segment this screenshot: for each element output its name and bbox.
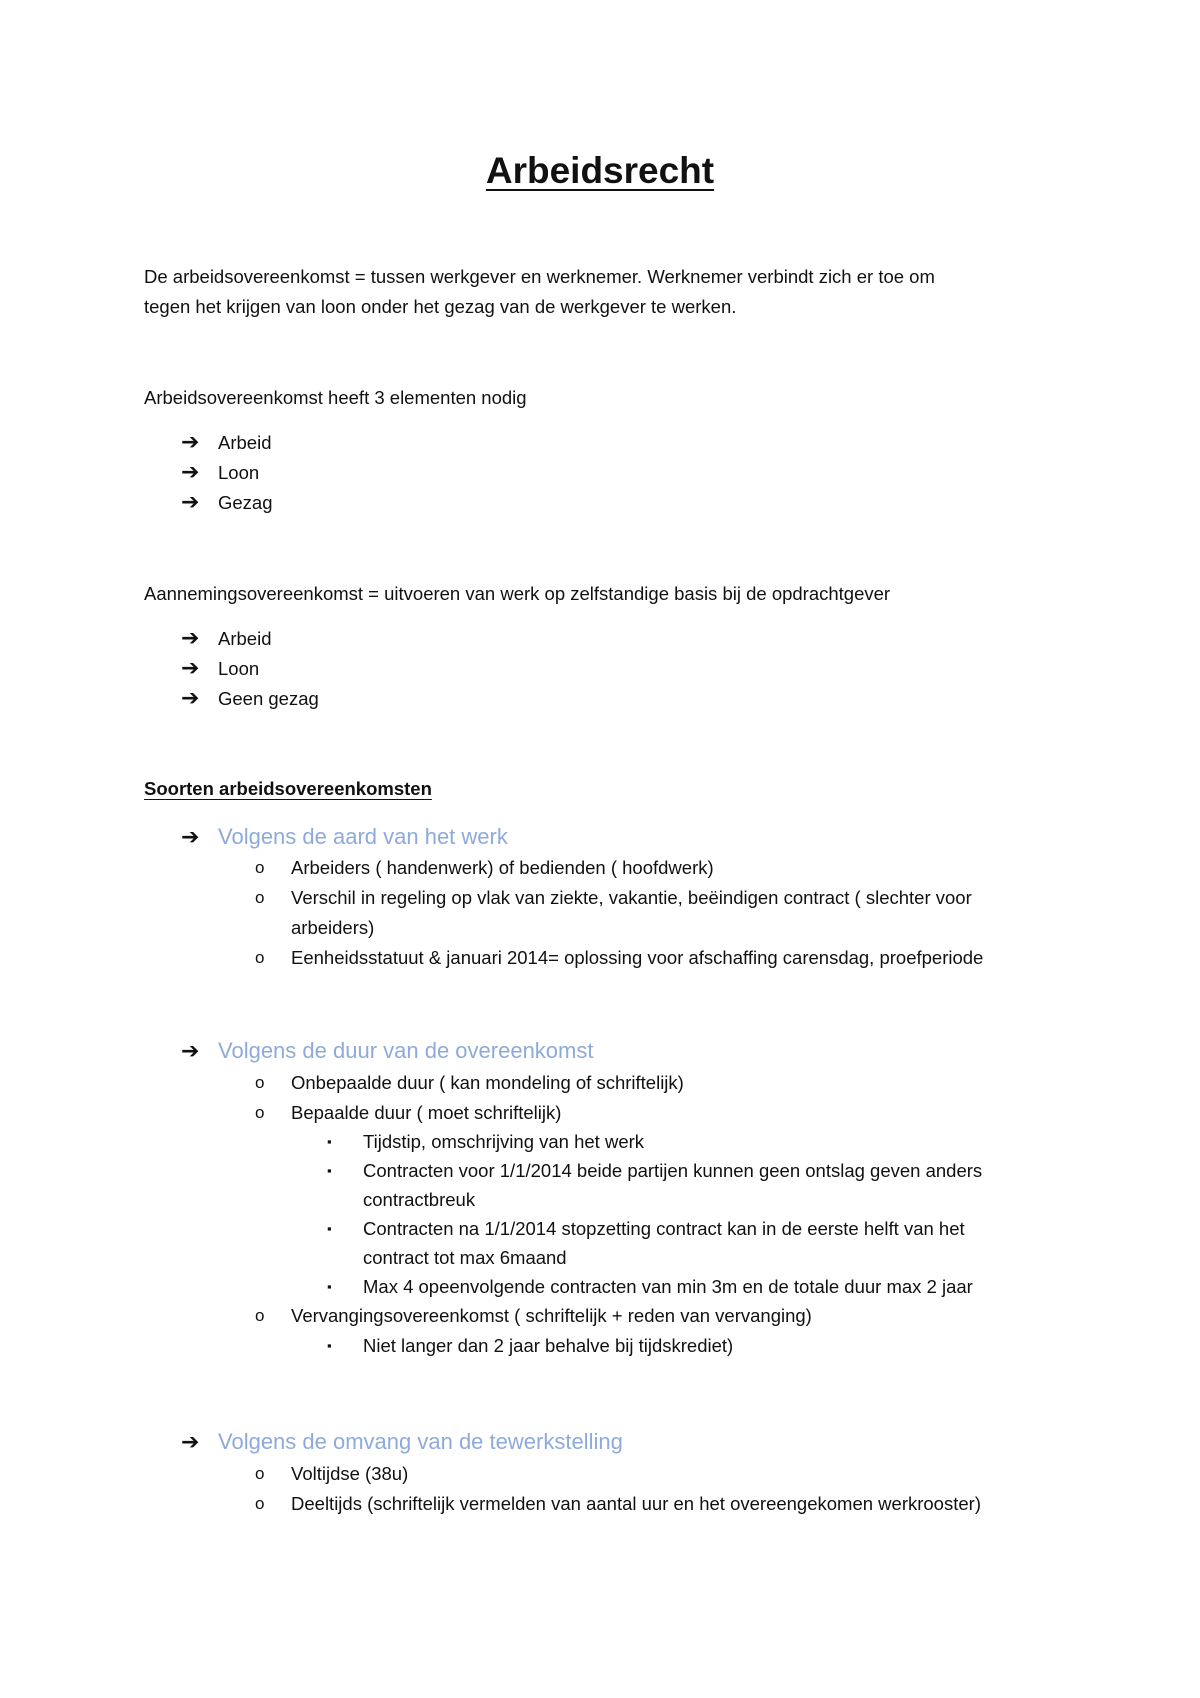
arrow-icon: ➔ xyxy=(181,429,200,454)
arrow-icon: ➔ xyxy=(181,1429,200,1454)
list-item-continuation: contractbreuk xyxy=(363,1189,476,1210)
list-item: Voltijdse (38u) xyxy=(291,1463,409,1484)
arrow-icon: ➔ xyxy=(181,655,200,680)
bullet-icon: o xyxy=(255,1103,265,1122)
list-item: Onbepaalde duur ( kan mondeling of schriftelijk) xyxy=(291,1072,684,1093)
bullet-icon: o xyxy=(255,1494,265,1513)
arrow-icon: ➔ xyxy=(181,824,200,849)
list-item: Geen gezag xyxy=(218,688,319,709)
aannemingsovereenkomst-lead: Aannemingsovereenkomst = uitvoeren van werk op zelfstandige basis bij de opdrachtgever xyxy=(144,583,891,604)
intro-line-1: De arbeidsovereenkomst = tussen werkgever en werknemer. Werknemer verbindt zich er toe om xyxy=(144,266,935,287)
list-item: Niet langer dan 2 jaar behalve bij tijdskrediet) xyxy=(363,1335,734,1356)
bullet-icon: o xyxy=(255,858,265,877)
list-item: Arbeiders ( handenwerk) of bedienden ( hoofdwerk) xyxy=(291,857,714,878)
section-heading: Soorten arbeidsovereenkomsten xyxy=(144,778,432,799)
square-bullet-icon: ▪ xyxy=(327,1221,332,1236)
arrow-icon: ➔ xyxy=(181,1038,200,1063)
list-item: Vervangingsovereenkomst ( schriftelijk + reden van vervanging) xyxy=(291,1305,812,1326)
subsection-heading-aard: Volgens de aard van het werk xyxy=(218,824,508,849)
square-bullet-icon: ▪ xyxy=(327,1338,332,1353)
list-item: Max 4 opeenvolgende contracten van min 3m en de totale duur max 2 jaar xyxy=(363,1276,973,1297)
arrow-icon: ➔ xyxy=(181,625,200,650)
list-item: Arbeid xyxy=(218,432,272,453)
list-item: Loon xyxy=(218,462,260,483)
list-item: Gezag xyxy=(218,492,273,513)
list-item: Arbeid xyxy=(218,628,272,649)
arbeidsovereenkomst-lead: Arbeidsovereenkomst heeft 3 elementen nodig xyxy=(144,387,527,408)
arrow-icon: ➔ xyxy=(181,459,200,484)
square-bullet-icon: ▪ xyxy=(327,1279,332,1294)
intro-line-2: tegen het krijgen van loon onder het gezag van de werkgever te werken. xyxy=(144,296,737,317)
arrow-icon: ➔ xyxy=(181,489,200,514)
bullet-icon: o xyxy=(255,948,265,967)
list-item: Bepaalde duur ( moet schriftelijk) xyxy=(291,1102,562,1123)
list-item: Contracten na 1/1/2014 stopzetting contract kan in de eerste helft van het xyxy=(363,1218,965,1239)
arrow-icon: ➔ xyxy=(181,685,200,710)
bullet-icon: o xyxy=(255,1073,265,1092)
list-item: Loon xyxy=(218,658,260,679)
list-item: Deeltijds (schriftelijk vermelden van aantal uur en het overeengekomen werkrooster) xyxy=(291,1493,981,1514)
list-item: Eenheidsstatuut & januari 2014= oplossing voor afschaffing carensdag, proefperiode xyxy=(291,947,984,968)
subsection-heading-duur: Volgens de duur van de overeenkomst xyxy=(218,1038,594,1063)
square-bullet-icon: ▪ xyxy=(327,1163,332,1178)
bullet-icon: o xyxy=(255,1464,265,1483)
square-bullet-icon: ▪ xyxy=(327,1134,332,1149)
bullet-icon: o xyxy=(255,1306,265,1325)
list-item: Contracten voor 1/1/2014 beide partijen kunnen geen ontslag geven anders xyxy=(363,1160,983,1181)
list-item: Verschil in regeling op vlak van ziekte, vakantie, beëindigen contract ( slechter voor xyxy=(291,887,972,908)
list-item: Tijdstip, omschrijving van het werk xyxy=(363,1131,645,1152)
page-title: Arbeidsrecht xyxy=(485,150,715,191)
list-item-continuation: contract tot max 6maand xyxy=(363,1247,567,1268)
subsection-heading-omvang: Volgens de omvang van de tewerkstelling xyxy=(218,1429,623,1454)
bullet-icon: o xyxy=(255,888,265,907)
list-item-continuation: arbeiders) xyxy=(291,917,375,938)
